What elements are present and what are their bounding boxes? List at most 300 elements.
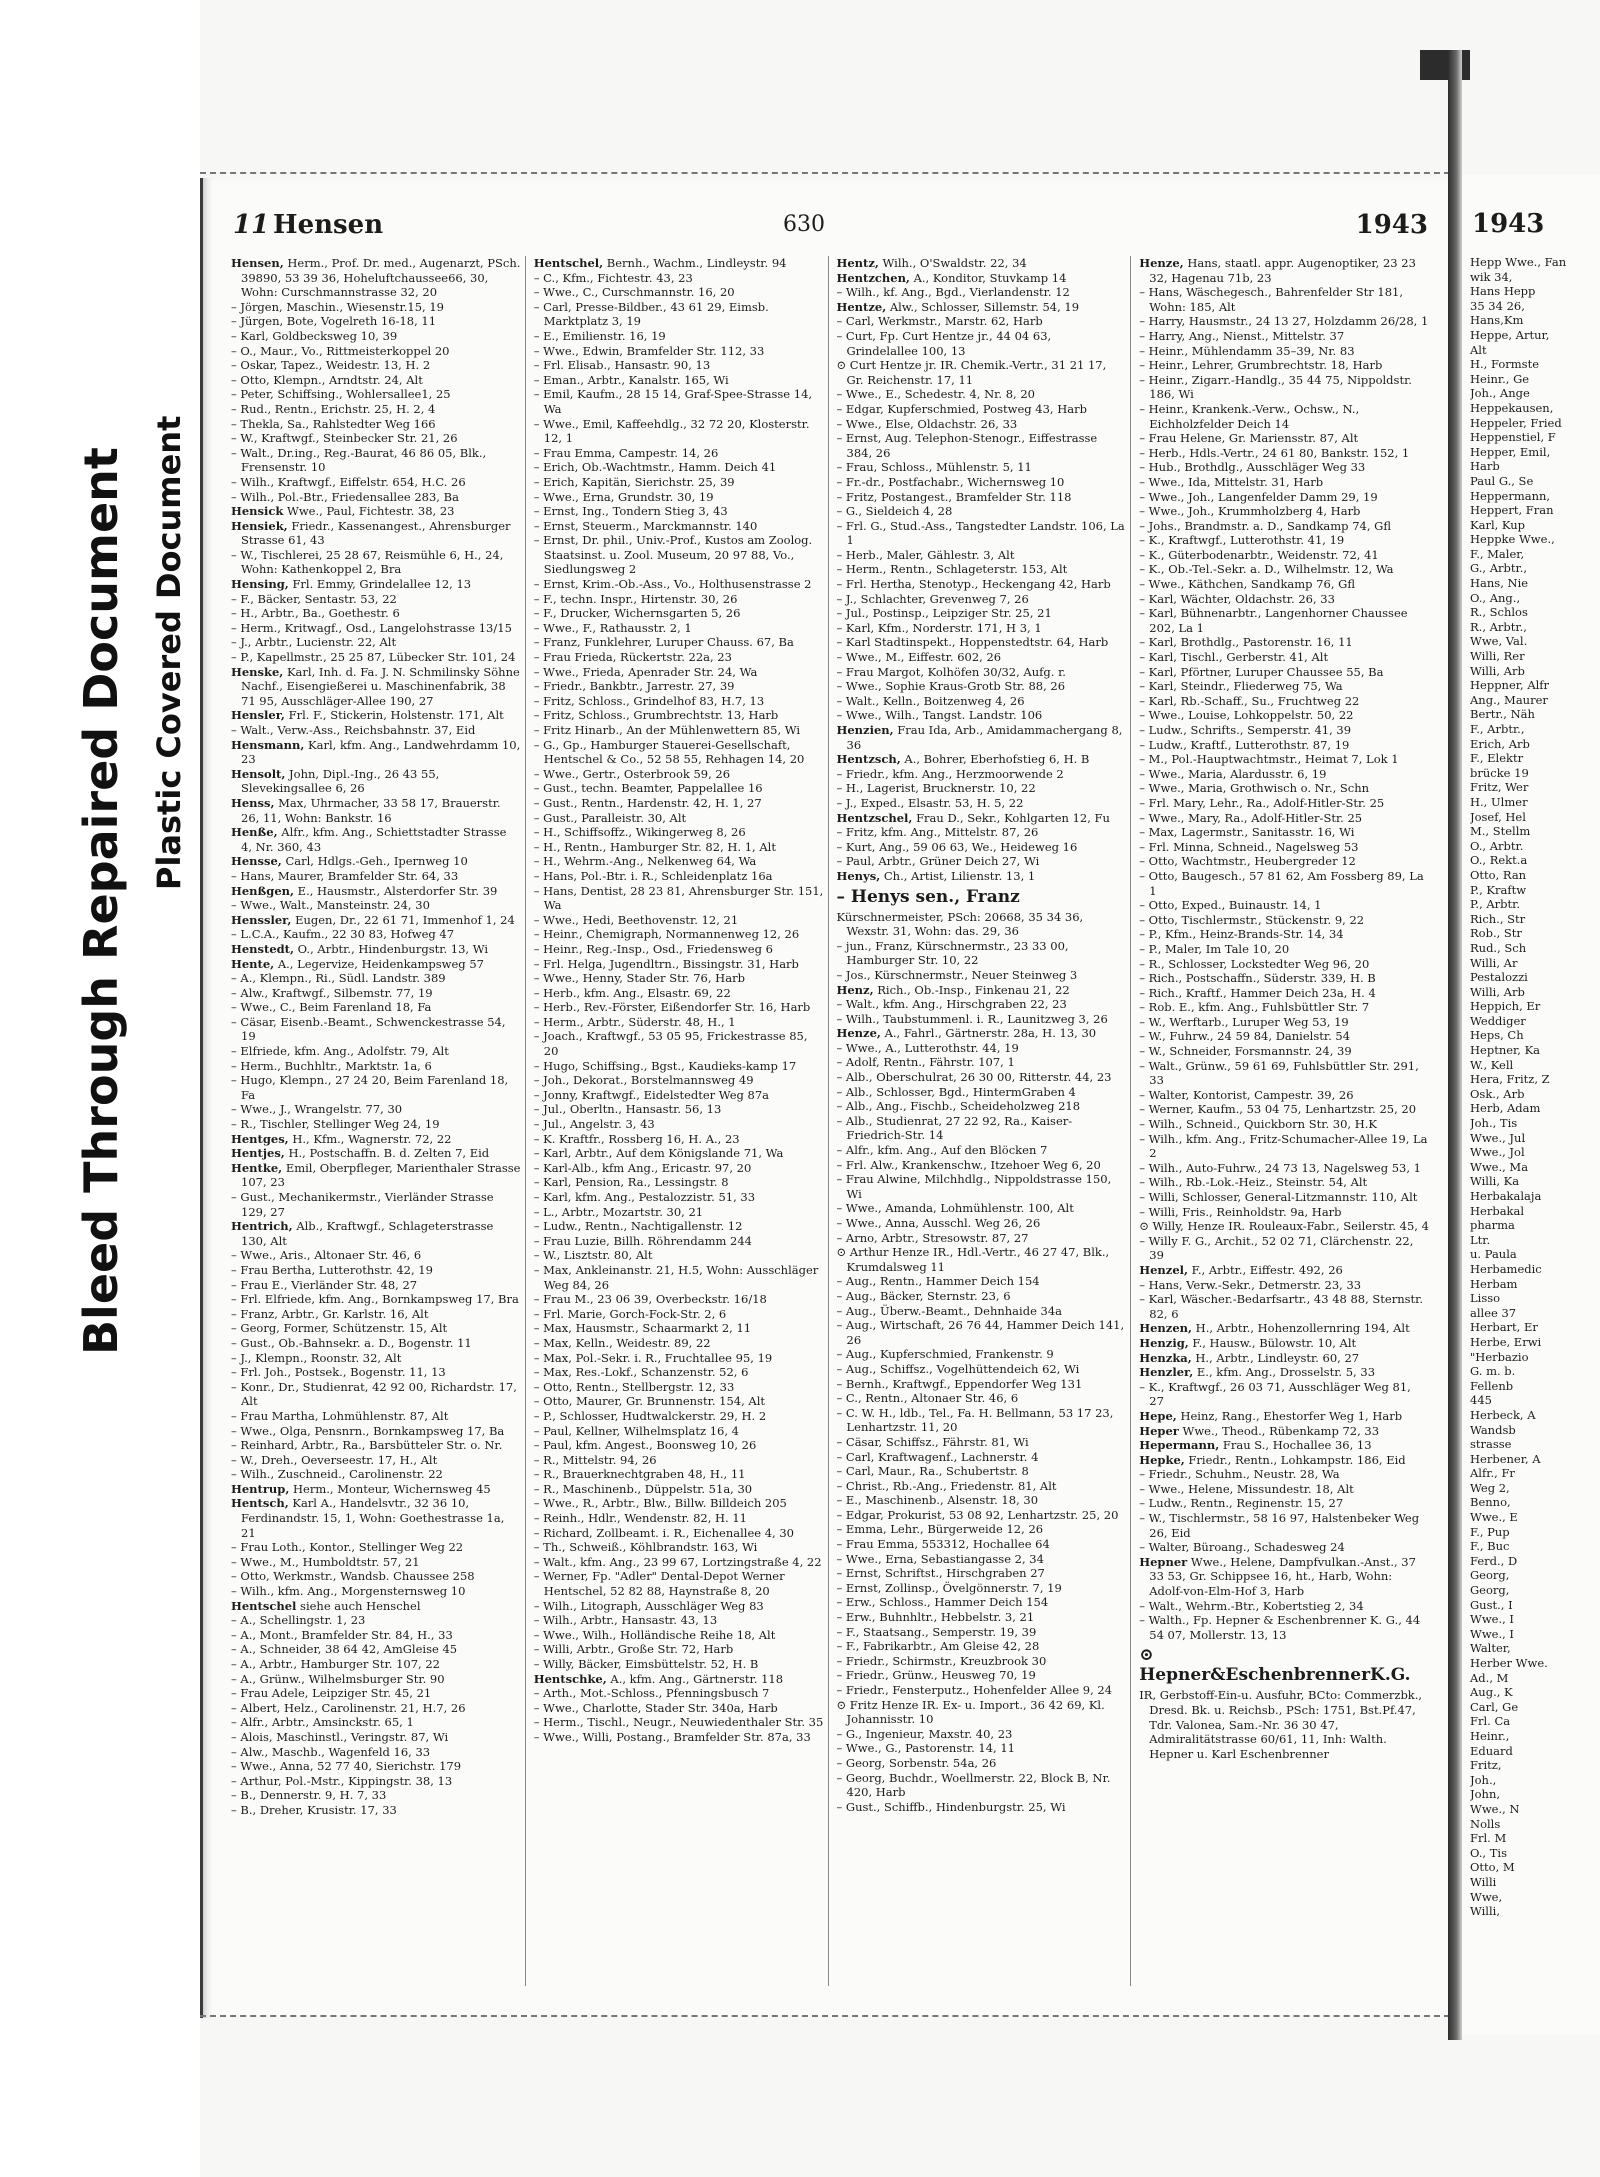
next-page-line: Fritz, [1470, 1758, 1502, 1773]
directory-entry [1139, 913, 1429, 928]
directory-entry [837, 1026, 1127, 1041]
directory-entry [534, 869, 824, 884]
entry-details: – Jos., Kürschnermstr., Neuer Steinweg 3 [836, 967, 1078, 982]
entry-details: – Wwe., F., Rathausstr. 2, 1 [533, 620, 692, 635]
next-page-line: Willi, Ar [1470, 955, 1518, 970]
entry-details: – Edgar, Prokurist, 53 08 92, Lenhartzstr. 25, 20 [836, 1507, 1119, 1522]
next-page-line: Willi, Rer [1470, 649, 1525, 664]
next-page-line: Herbener, A [1470, 1451, 1541, 1466]
directory-entry [1139, 1351, 1429, 1366]
entry-surname: Heper [1139, 1423, 1179, 1438]
entry-details: – Alb., Oberschulrat, 26 30 00, Ritterstr. 44, 23 [836, 1070, 1112, 1085]
directory-entry [231, 1073, 521, 1102]
directory-entry [1139, 1365, 1429, 1380]
next-page-line: "Herbazio [1470, 1349, 1529, 1364]
directory-entry [1139, 679, 1429, 694]
directory-entry [534, 1351, 824, 1366]
entry-details: – Ernst, Schriftst., Hirschgraben 27 [836, 1566, 1045, 1581]
entry-details: – Frl. Helga, Jugendltrn., Bissingstr. 31, Harb [533, 956, 799, 971]
entry-surname: Hentjes, [231, 1146, 285, 1161]
entry-details: – Otto, Klempn., Arndtstr. 24, Alt [231, 372, 423, 387]
entry-surname: Henzler, [1139, 1365, 1194, 1380]
directory-entry [534, 1686, 824, 1701]
entry-surname: Hepermann, [1139, 1438, 1220, 1453]
directory-entry [231, 1569, 521, 1584]
directory-entry [837, 1216, 1127, 1231]
directory-entry [231, 1672, 521, 1687]
directory-entry [837, 1055, 1127, 1070]
entry-details: – Cäsar, Schiffsz., Fährstr. 81, Wi [836, 1434, 1029, 1449]
entry-details: – R., Mittelstr. 94, 26 [533, 1452, 657, 1467]
next-page-line: F., Elektr [1470, 751, 1524, 766]
directory-entry [534, 446, 824, 461]
directory-entry [534, 1555, 824, 1570]
entry-details: siehe auch Henschel [300, 1598, 421, 1613]
entry-details: – Werner, Kaufm., 53 04 75, Lenhartzstr. 25, 20 [1139, 1102, 1417, 1117]
next-page-line: P., Kraftw [1470, 882, 1527, 897]
entry-details: – Arth., Mot.-Schloss., Pfenningsbusch 7 [533, 1686, 770, 1701]
entry-details: – Alb., Ang., Fischb., Scheideholzweg 218 [836, 1099, 1081, 1114]
next-page-line: Willi, Arb [1470, 984, 1525, 999]
entry-details: – Peter, Schiffsing., Wohlersallee1, 25 [231, 387, 451, 402]
next-page-line: H., Ulmer [1470, 794, 1528, 809]
entry-details: – Friedr., Schuhm., Neustr. 28, Wa [1139, 1467, 1340, 1482]
directory-entry [534, 1715, 824, 1730]
directory-entry [1139, 1292, 1429, 1321]
directory-entry [837, 1114, 1127, 1143]
entry-details: – Wilh., kf. Ang., Bgd., Vierlandenstr. 12 [836, 285, 1070, 300]
entry-details: – Gust., Mechanikermstr., Vierländer Strasse 129, 27 [231, 1190, 494, 1219]
entry-details: – Max, Lagermstr., Sanitasstr. 16, Wi [1139, 825, 1355, 840]
directory-entry [837, 1391, 1127, 1406]
entry-details: – Otto, Exped., Buinaustr. 14, 1 [1139, 898, 1322, 913]
entry-surname: Hentschel, [533, 256, 604, 270]
entry-details: – Ernst, Steuerm., Marckmannstr. 140 [533, 518, 758, 533]
entry-details: – P., Schlosser, Hudtwalckerstr. 29, H. 2 [533, 1408, 767, 1423]
entry-details: – Bernh., Kraftwgf., Eppendorfer Weg 131 [836, 1376, 1083, 1391]
directory-entry [837, 1099, 1127, 1114]
directory-entry [231, 913, 521, 928]
entry-details: – Paul, Kellner, Wilhelmsplatz 16, 4 [533, 1423, 739, 1438]
next-page-line: F., Arbtr., [1470, 722, 1525, 736]
entry-details: – Paul, kfm. Angest., Boonsweg 10, 26 [533, 1438, 757, 1453]
next-page-line: Joh., Ange [1470, 386, 1530, 401]
directory-entry [837, 417, 1127, 432]
directory-entry [1139, 781, 1429, 796]
column-1 [231, 256, 526, 1986]
directory-entry [534, 708, 824, 723]
entry-details: – Christ., Rb.-Ang., Friedenstr. 81, Alt [836, 1478, 1057, 1493]
directory-entry [837, 679, 1127, 694]
directory-entry [837, 1347, 1127, 1362]
entry-details: – Wwe., Erna, Sebastiangasse 2, 34 [836, 1551, 1044, 1566]
entry-details: – Fritz Hinarb., An der Mühlenwettern 85, Wi [533, 723, 801, 737]
entry-details: – Karl, kfm. Ang., Pestalozzistr. 51, 33 [533, 1190, 756, 1204]
next-page-line: Herber Wwe. [1470, 1656, 1548, 1670]
entry-details: F., Arbtr., Eiffestr. 492, 26 [1191, 1262, 1343, 1277]
repaired-document-text: Repaired Document [74, 447, 128, 960]
directory-entry [231, 1467, 521, 1482]
directory-entry [1139, 708, 1429, 723]
entry-details: – Rich., Kraftf., Hammer Deich 23a, H. 4 [1139, 985, 1376, 1000]
entry-details: – Erich, Kapitän, Sierichstr. 25, 39 [533, 474, 735, 489]
directory-entry [231, 329, 521, 344]
directory-entry [1139, 1102, 1429, 1117]
directory-entry [837, 504, 1127, 519]
entry-surname: Henz, [836, 982, 874, 997]
entry-details: – Frl. Elisab., Hansastr. 90, 13 [533, 358, 711, 373]
next-page-line: Heppermann, [1470, 488, 1551, 503]
entry-details: – Wwe., R., Arbtr., Blw., Billw. Billdeich 205 [533, 1496, 787, 1511]
entry-details: – Walter, Büroang., Schadesweg 24 [1139, 1540, 1345, 1555]
entry-details: E., Hausmstr., Alsterdorfer Str. 39 [297, 883, 498, 898]
entry-details: – Emil, Kaufm., 28 15 14, Graf-Spee-Strasse 14, Wa [533, 387, 813, 416]
entry-details: A., kfm. Ang., Gärtnerstr. 118 [610, 1671, 784, 1686]
directory-entry [534, 738, 824, 767]
next-page-line: pharma [1470, 1218, 1515, 1233]
entry-details: – Alfr., Arbtr., Amsinckstr. 65, 1 [231, 1715, 414, 1730]
directory-entry [1139, 358, 1429, 373]
entry-details: Karl A., Handelsvtr., 32 36 10, Ferdinandstr. 15, 1, Wohn: Goethestrasse 1a, 21 [241, 1496, 505, 1540]
directory-entry [837, 1274, 1127, 1289]
entry-details: Heinz, Rang., Ehestorfer Weg 1, Harb [1180, 1408, 1403, 1423]
next-page-line: Fellenb [1470, 1378, 1514, 1393]
next-page-line: Willi, Ka [1470, 1174, 1520, 1189]
directory-entry [837, 1508, 1127, 1523]
directory-entry [837, 548, 1127, 563]
entry-details: Wilh., O'Swaldstr. 22, 34 [882, 256, 1027, 270]
next-page-line: Wwe., I [1470, 1612, 1514, 1627]
entry-details: – A., Schneider, 38 64 42, AmGleise 45 [231, 1642, 458, 1657]
entry-details: – Arthur, Pol.-Mstr., Kippingstr. 38, 13 [231, 1773, 453, 1788]
next-page-line: Frl. Ca [1470, 1714, 1511, 1729]
entry-details: Alb., Kraftwgf., Schlageterstrasse 130, Alt [241, 1219, 494, 1248]
entry-details: – K. Kraftfr., Rossberg 16, H. A., 23 [533, 1131, 740, 1146]
entry-details: – E., Maschinenb., Alsenstr. 18, 30 [836, 1493, 1039, 1508]
directory-entry [231, 606, 521, 621]
entry-details: Frl. F., Stickerin, Holstenstr. 171, Alt [288, 708, 504, 723]
directory-entry [534, 1628, 824, 1643]
entry-surname: Hente, [231, 956, 275, 971]
next-page-line: F., Maler, [1470, 546, 1525, 561]
entry-surname: Hentges, [231, 1131, 289, 1146]
entry-details: – Alb., Studienrat, 27 22 92, Ra., Kaiser-Friedrich-Str. 14 [836, 1113, 1073, 1143]
directory-entry [1139, 738, 1429, 753]
next-page-line: Osk., Arb [1470, 1086, 1525, 1101]
entry-details: – Wwe., Sophie Kraus-Grotb Str. 88, 26 [836, 679, 1066, 694]
directory-entry [1139, 1409, 1429, 1424]
next-page-line: Erich, Arb [1470, 736, 1530, 751]
next-page-line: R., Arbtr., [1470, 619, 1527, 634]
entry-surname: Hentzsch, [836, 752, 901, 767]
directory-entry [231, 1424, 521, 1439]
directory-entry [231, 1015, 521, 1044]
next-page-line: Hans,Km [1470, 313, 1524, 328]
directory-entry [231, 1453, 521, 1468]
entry-details: – Ludw., Schrifts., Semperstr. 41, 39 [1139, 723, 1352, 737]
entry-details: – Wilh., Arbtr., Hansastr. 43, 13 [533, 1613, 718, 1628]
entry-details: – Alfr., kfm. Ang., Auf den Blöcken 7 [836, 1143, 1048, 1158]
entry-details: – Frau Frieda, Rückertstr. 22a, 23 [533, 650, 732, 665]
entry-details: – H., Wehrm.-Ang., Nelkenweg 64, Wa [533, 854, 757, 869]
entry-details: – Frau Luzie, Billh. Röhrendamm 244 [533, 1233, 752, 1248]
entry-details: – Alb., Schlosser, Bgd., HintermGraben 4 [836, 1084, 1076, 1099]
next-page-line: Benno, [1470, 1495, 1511, 1510]
directory-entry [534, 621, 824, 636]
entry-details: – Frau Emma, 553312, Hochallee 64 [836, 1537, 1050, 1552]
entry-details: – C., Kfm., Fichtestr. 43, 23 [533, 270, 693, 285]
entry-details: – Wwe., Hedi, Beethovenstr. 12, 21 [533, 912, 739, 927]
entry-details: H., Kfm., Wagnerstr. 72, 22 [292, 1131, 452, 1146]
entry-details: – Friedr., Schirmstr., Kreuzbrook 30 [836, 1653, 1047, 1668]
directory-entry [837, 910, 1127, 939]
next-page-line: Herbe, Erwi [1470, 1334, 1542, 1349]
entry-details: – Walter, Kontorist, Campestr. 39, 26 [1139, 1087, 1354, 1102]
next-page-line: P., Arbtr. [1470, 897, 1521, 912]
directory-entry [231, 1584, 521, 1599]
entry-details: – P., Kapellmstr., 25 25 87, Lübecker Str. 101, 24 [231, 650, 516, 665]
entry-details: – Frl. Mary, Lehr., Ra., Adolf-Hitler-Str. 25 [1139, 795, 1385, 810]
entry-details: – Reinh., Hdlr., Wendenstr. 82, H. 11 [533, 1511, 747, 1526]
directory-entry [837, 285, 1127, 300]
entry-details: A., Legervize, Heidenkampsweg 57 [277, 956, 484, 971]
entry-details: – Wwe., Else, Oldachstr. 26, 33 [836, 416, 1018, 431]
entry-details: – Hub., Brothdlg., Ausschläger Weg 33 [1139, 460, 1366, 475]
next-page-line: Herb, Adam [1470, 1101, 1541, 1116]
entry-details: – Otto, Maurer, Gr. Brunnenstr. 154, Alt [533, 1394, 765, 1409]
entry-details: H., Arbtr., Hohenzollernring 194, Alt [1195, 1321, 1410, 1336]
directory-entry [837, 1085, 1127, 1100]
directory-entry [837, 1610, 1127, 1625]
directory-entry [534, 1000, 824, 1015]
directory-entry [534, 300, 824, 329]
entry-details: Herm., Monteur, Wichernsweg 45 [292, 1481, 491, 1496]
entry-details: – Wwe., Helene, Missundestr. 18, Alt [1139, 1481, 1354, 1496]
entry-surname: Hentke, [231, 1160, 283, 1175]
entry-details: – Joh., Dekorat., Borstelmannsweg 49 [533, 1073, 754, 1088]
entry-details: – Karl, Pension, Ra., Lessingstr. 8 [533, 1175, 729, 1190]
directory-entry [231, 986, 521, 1001]
directory-entry [837, 887, 1127, 907]
entry-details: Wwe., Paul, Fichtestr. 38, 23 [287, 504, 455, 519]
next-page-line: Ltr. [1470, 1232, 1491, 1247]
entry-details: – Frl. Marie, Gorch-Fock-Str. 2, 6 [533, 1306, 727, 1321]
directory-entry [837, 1639, 1127, 1654]
entry-details: – Otto, Baugesch., 57 81 62, Am Fossberg 89, La 1 [1139, 868, 1424, 898]
entry-details: – H., Arbtr., Ba., Goethestr. 6 [231, 606, 400, 621]
next-page-line: Joh., Tis [1470, 1116, 1518, 1131]
directory-entry [1139, 1453, 1429, 1468]
entry-details: – Frau Loth., Kontor., Stellinger Weg 22 [231, 1540, 464, 1555]
directory-entry [231, 708, 521, 723]
entry-details: – Jürgen, Bote, Vogelreth 16-18, 11 [231, 314, 437, 329]
directory-entry [231, 1555, 521, 1570]
directory-entry [1139, 1088, 1429, 1103]
directory-entry [534, 1248, 824, 1263]
directory-entry [231, 490, 521, 505]
entry-details: – W., Tischlermstr., 58 16 97, Halstenbeker Weg 26, Eid [1139, 1511, 1420, 1540]
entry-details: – Wwe., Joh., Langenfelder Damm 29, 19 [1139, 489, 1378, 504]
next-page-line: Heppeler, Fried [1470, 415, 1562, 430]
entry-details: – E., Emilienstr. 16, 19 [533, 328, 666, 343]
directory-entry [534, 723, 824, 738]
next-page-line: Fritz, Wer [1470, 780, 1529, 795]
directory-entry [1139, 694, 1429, 709]
entry-details: – Fritz, Schloss., Grumbrechtstr. 13, Harb [533, 708, 779, 723]
entry-surname: Henzka, [1139, 1350, 1192, 1365]
entry-details: – Jul., Oberltn., Hansastr. 56, 13 [533, 1102, 722, 1117]
entry-details: – Walt., Kelln., Boitzenweg 4, 26 [836, 693, 1025, 708]
entry-details: – Willi, Fris., Reinholdstr. 9a, Harb [1139, 1204, 1342, 1219]
next-page-line: Hans, Nie [1470, 576, 1529, 591]
directory-entry [534, 796, 824, 811]
directory-page [200, 178, 1448, 2018]
directory-entry [1139, 957, 1429, 972]
directory-entry [231, 738, 521, 767]
entry-details: – G., Ingenieur, Maxstr. 40, 23 [836, 1726, 1013, 1741]
entry-details: – Ernst, Aug. Telephon-Stenogr., Eiffestrasse 384, 26 [836, 431, 1098, 460]
directory-entry [231, 927, 521, 942]
directory-entry [1139, 285, 1429, 314]
directory-entry [534, 387, 824, 416]
entry-surname: Hentze, [836, 299, 887, 314]
next-page-line: Willi, [1470, 1904, 1500, 1919]
next-page-line: Ferd., D [1470, 1553, 1518, 1568]
directory-entry [837, 1318, 1127, 1347]
directory-entry [231, 1292, 521, 1307]
directory-entry [1139, 1190, 1429, 1205]
directory-entry [534, 811, 824, 826]
entry-details: – Walt., kfm. Ang., Hirschgraben 22, 23 [836, 997, 1067, 1012]
entry-surname: Henze, [1139, 256, 1184, 270]
directory-entry [534, 1102, 824, 1117]
entry-details: – Frau M., 23 06 39, Overbeckstr. 16/18 [533, 1292, 767, 1307]
directory-entry [534, 665, 824, 680]
entry-details: – Elfriede, kfm. Ang., Adolfstr. 79, Alt [231, 1044, 449, 1059]
entry-details: – Wilh., Pol.-Btr., Friedensallee 283, Ba [231, 489, 459, 504]
directory-entry [1139, 431, 1429, 446]
directory-entry [1139, 1278, 1429, 1293]
entry-details: – Frl. G., Stud.-Ass., Tangstedter Landstr. 106, La 1 [836, 518, 1125, 548]
directory-entry [534, 1219, 824, 1234]
entry-details: – Wwe., G., Pastorenstr. 14, 11 [836, 1741, 1015, 1756]
next-page-line: Otto, M [1470, 1860, 1515, 1875]
directory-entry [534, 927, 824, 942]
entry-surname: Hepke, [1139, 1452, 1185, 1467]
spine-top [1420, 50, 1470, 80]
directory-entry [534, 1088, 824, 1103]
entry-details: O., Arbtr., Hindenburgstr. 13, Wi [297, 941, 489, 956]
entry-details: – Thekla, Sa., Rahlstedter Weg 166 [231, 416, 436, 431]
next-page-line: Wwe., N [1470, 1801, 1520, 1816]
directory-entry [231, 1351, 521, 1366]
directory-entry [1139, 1645, 1429, 1685]
directory-entry [534, 592, 824, 607]
directory-entry [231, 446, 521, 475]
entry-details: – F., techn. Inspr., Hirtenstr. 30, 26 [533, 591, 738, 606]
entry-details: – Richard, Zollbeamt. i. R., Eichenallee 4, 30 [533, 1525, 794, 1540]
directory-entry [231, 358, 521, 373]
next-page-line: strasse [1470, 1437, 1512, 1452]
next-page-line: Alt [1470, 342, 1487, 357]
entry-details: – Herb., Maler, Gählestr. 3, Alt [836, 547, 1015, 562]
entry-details: – Wwe., Mary, Ra., Adolf-Hitler-Str. 25 [1139, 810, 1363, 825]
next-page-year: 1943 [1472, 209, 1545, 239]
next-page-line: Hepper, Emil, [1470, 444, 1551, 459]
directory-entry [837, 1595, 1127, 1610]
directory-entry [1139, 1438, 1429, 1453]
directory-entry [231, 1657, 521, 1672]
entry-details: – Alois, Maschinstl., Veringstr. 87, Wi [231, 1729, 449, 1744]
directory-entry [231, 256, 521, 300]
directory-entry [231, 898, 521, 913]
next-page-line: wik 34, [1470, 269, 1513, 284]
entry-details: – Erw., Schloss., Hammer Deich 154 [836, 1595, 1049, 1610]
directory-entry [837, 1741, 1127, 1756]
entry-details: – Georg, Sorbenstr. 54a, 26 [836, 1755, 997, 1770]
directory-entry [837, 475, 1127, 490]
directory-entry [1139, 1132, 1429, 1161]
entry-details: – Walth., Fp. Hepner & Eschenbrenner K. G., 44 54 07, Mollerstr. 13, 13 [1139, 1613, 1421, 1642]
directory-entry [231, 1642, 521, 1657]
directory-entry [1139, 825, 1429, 840]
entry-details: ⊙ Fritz Henze IR. Ex- u. Import., 36 42 69, Kl. Johannisstr. 10 [836, 1697, 1105, 1727]
directory-entry [534, 1073, 824, 1088]
directory-entry [534, 1496, 824, 1511]
directory-entry [534, 490, 824, 505]
entry-details: – Konr., Dr., Studienrat, 42 92 00, Richardstr. 17, Alt [231, 1379, 517, 1409]
entry-details: – Jörgen, Maschin., Wiesenstr.15, 19 [231, 299, 444, 314]
entry-details: – Wilh., Schneid., Quickborn Str. 30, H.K [1139, 1117, 1377, 1132]
next-page-line: allee 37 [1470, 1305, 1517, 1320]
directory-entry [1139, 1205, 1429, 1220]
directory-entry [837, 708, 1127, 723]
next-page-line: G., Arbtr., [1470, 561, 1528, 576]
entry-details: Wwe., Helene, Dampfvulkan.-Anst., 37 33 53, Gr. Schippsee 16, ht., Harb, Wohn: Adolf-von-Elm-Hof 3, Harb [1149, 1554, 1416, 1599]
entry-details: Frl. Emmy, Grindelallee 12, 13 [292, 577, 472, 592]
entry-details: A., Bohrer, Eberhofstieg 6, H. B [904, 752, 1090, 767]
entry-details: – Fritz, Postangest., Bramfelder Str. 118 [836, 489, 1072, 504]
label-strip [0, 0, 200, 2177]
entry-details: – A., Klempn., Ri., Südl. Landstr. 389 [231, 971, 446, 986]
entry-details: – Wilh., Litograph, Ausschläger Weg 83 [533, 1598, 764, 1613]
entry-details: – Walt., Grünw., 59 61 69, Fuhlsbüttler Str. 291, 33 [1139, 1058, 1419, 1088]
next-page-line: Heppner, Alfr [1470, 678, 1550, 693]
directory-entry [837, 939, 1127, 968]
entry-surname: Henys, [836, 868, 881, 883]
entry-details: – Ludw., Rentn., Reginenstr. 15, 27 [1139, 1496, 1344, 1511]
next-page-line: H., Formste [1470, 357, 1539, 372]
entry-details: – Aug., Bäcker, Sternstr. 23, 6 [836, 1288, 1011, 1303]
entry-details: – Kurt, Ang., 59 06 63, We., Heideweg 16 [836, 839, 1078, 854]
directory-entry [837, 519, 1127, 548]
directory-entry [231, 796, 521, 825]
entry-details: – Friedr., Fensterputz., Hohenfelder Allee 9, 24 [836, 1683, 1113, 1697]
entry-details: – Curt, Fp. Curt Hentze jr., 44 04 63, Grindelallee 100, 13 [836, 328, 1052, 358]
entry-details: – Walt., Wehrm.-Btr., Kobertstieg 2, 34 [1139, 1598, 1364, 1613]
directory-entry [231, 957, 521, 972]
directory-entry [837, 1362, 1127, 1377]
entry-details: – Aug., Schiffsz., Vogelhüttendeich 62, Wi [836, 1361, 1080, 1376]
entry-details: – Wwe., Emil, Kaffeehdlg., 32 72 20, Klosterstr. 12, 1 [533, 416, 810, 446]
directory-entry [1139, 606, 1429, 635]
directory-entry [534, 1190, 824, 1205]
directory-entry [837, 490, 1127, 505]
directory-entry [1139, 898, 1429, 913]
directory-entry [837, 300, 1127, 315]
entry-details: – Rich., Postschaffn., Süderstr. 339, H. B [1139, 971, 1376, 986]
entry-details: – Otto, Tischlermstr., Stückenstr. 9, 22 [1139, 912, 1365, 927]
